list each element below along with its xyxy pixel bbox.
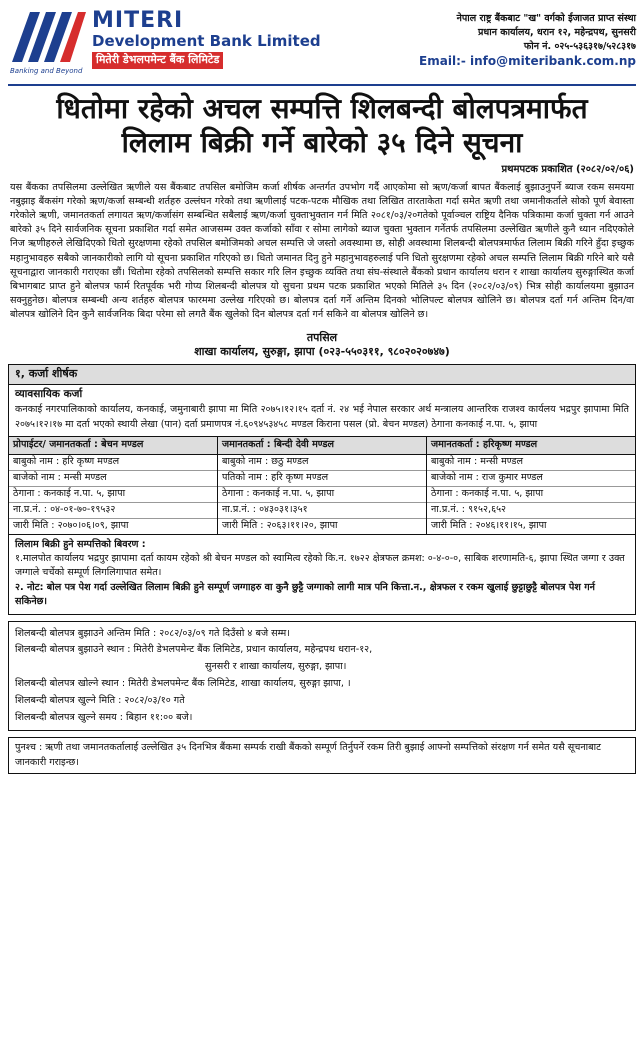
license-text: नेपाल राष्ट्र बैंकबाट "ख" वर्गको ईजाजत प्राप्त संस्था bbox=[456, 13, 636, 24]
opening-date: शिलबन्दी बोलपत्र खुल्ने मिति : २०८२/०३/१० गते bbox=[15, 694, 185, 706]
party-column bbox=[218, 437, 427, 534]
tender-dates-box bbox=[8, 621, 636, 732]
logo-tagline: Banking and Beyond bbox=[10, 66, 83, 75]
party-row: ना.प्र.नं. : ०४३०३१।३५१ bbox=[218, 503, 426, 519]
notice-title bbox=[8, 86, 636, 161]
property-heading: लिलाम बिक्री हुने सम्पत्तिको बिवरण : bbox=[15, 538, 146, 550]
email-address[interactable]: Email:- info@miteribank.com.np bbox=[419, 54, 636, 69]
loan-description: कनकाई नगरपालिकाको कार्यालय, कनकाई, जमुनाबारी झापा मा मिति २०७५।१२।१५ दर्ता नं. २४ भई नेपाल सरकार अर्थ मन्त्रालय आन्तरिक राजश्व कार्यलय भद्रपुर झापामा मिति २०७५।१२।१७ मा दर्ता भएको स्थायी लेखा (पान) दर्ता प्रमाणपत्र नं.६०९४५३४५८ मण्डल किराना पसल (प्रो. बेचन मण्डल) ठेगाना कनकाई न.पा. ५, झापा bbox=[15, 404, 629, 430]
loan-details-box bbox=[8, 364, 636, 614]
property-description: १.मालपोत कार्यालय भद्रपुर झापामा दर्ता कायम रहेको श्री बेचन मण्डल को स्वामित्व रहेको कि.न. १७२२ क्षेत्रफल क्रमश: ०-४-०-०, साबिक शरणामति-६, झापा स्थित जग्गा र उक्त जग्गाले चर्चेको सम्पूर्ण लिगलिगापात समेत। bbox=[15, 553, 625, 579]
contact-info bbox=[419, 6, 636, 84]
party-row: बाबुको नाम : मन्सी मण्डल bbox=[427, 455, 635, 471]
party-row: ठेगाना : कनकाई न.पा. ५, झापा bbox=[427, 487, 635, 503]
brand bbox=[8, 6, 321, 84]
title-line-1: धितोमा रहेको अचल सम्पत्ति शिलबन्दी बोलपत्रमार्फत bbox=[56, 92, 588, 125]
party-row: जारी मिति : २०७०।०६।०९, झापा bbox=[13, 519, 129, 531]
party-row: जारी मिति : २०६३।११।२०, झापा bbox=[222, 519, 338, 531]
party-row: ना.प्र.नं. : ०४-०१-७०-१९५३२ bbox=[9, 503, 217, 519]
title-line-2: लिलाम बिक्री गर्ने बारेको ३५ दिने सूचना bbox=[121, 125, 523, 159]
party-table bbox=[9, 436, 635, 534]
branch-office: शाखा कार्यालय, सुरुङ्गा, झापा (०२३-५५०३११, ९८०२०२०७४७) bbox=[194, 345, 450, 359]
party-head: जमानतकर्ता : हरिकृष्ण मण्डल bbox=[427, 437, 635, 455]
submission-place: शिलबन्दी बोलपत्र बुझाउने स्थान : मितेरी डेभलपमेन्ट बैंक लिमिटेड, प्रधान कार्यालय, महेन्द्रपथ धरान-१२, bbox=[15, 644, 373, 656]
party-row: बाबुको नाम : हरि कृष्ण मण्डल bbox=[9, 455, 217, 471]
bank-logo bbox=[8, 6, 88, 78]
notice-body: यस बैंकका तपसिलमा उल्लेखित ऋणीले यस बैंकबाट तपसिल बमोजिम कर्जा शीर्षक अन्तर्गत उपभोग गर्दै आएकोमा सो ऋण/कर्जा बापत बैंकलाई बुझाउनुपर्ने ब्याज रकम समयमा नबुझाइ बैंकसंग गरेको ऋण/कर्जा सम्बन्धी शर्तहरु उल्लंघन गरेको तथा ऋणीलाई पटक-पटक मौखिक तथा लिखित तारताकेता गर्दा समेत ऋणी तथा जमानीकर्ताले सोको पूर्ण बेवास्ता गरेकोले ऋणी, जमानतकर्ता लगायत ऋण/कर्जासंग सम्बन्धित सबैलाई ऋण/कर्जा चुक्ताभुक्तान गर्न मिति २०८१/०३/२०गतेको पूर्वाञ्चल राष्ट्रिय दैनिक पत्रिकामा कर्जा चुक्ता गर्न आउने बारेको ३५ दिने सार्वजनिक सूचना प्रकाशित गर्दा समेत आजसम्म उक्त कर्जाको साँवा र सोमा लागेको ब्याज चुक्ता भुक्तान गर्नेतर्फ तपसिलमा उल्लेखित ऋणीले कुनै ध्यान नदिएकोले निज ऋणीहरुले लेखिदिएको धितो सुरक्षणमा रहेको तपसिल बमोजिमको अचल सम्पत्ति जे जस्तो अवस्थामा छ, सोही अवस्थामा शिलबन्दी बोलपत्रमार्फत लिलाम बिक्री गरिने हुँदा इच्छुक महानुभावहरु सबैको जानकारीको लागि यो सूचना प्रकाशित गरिएको छ। धितो जमानत दिनु हुने महानुभावहरुलाई पनि धितो सुरक्षणमा रहेको अचल सम्पत्ति लिलाम बिक्री गरिने बारे यसै सूचनाद्वारा जानकारी गराएका छौं। धितोमा रहेको तपसिलको सम्पत्ति सकार गरि लिन इच्छुक व्यक्ति तथा संघ-संस्थाले बैंकको प्रधान कार्यालय धरान र शाखा कार्यालय सुरुङ्गास्थित कर्जा बिभागबाट प्राप्त हुने बोलपत्र फार्म रितपूर्वक भरी गोप्य शिलबन्दी बोलपत्र यो सुचना प्रथम पटक प्रकाशित भएको मितिले ३५ दिन (२०८२/०३/०९) भित्र सोही कार्यालयमा बुझाउन सक्नुहुनेछ। बोलपत्र सम्बन्धी अन्य शर्तहरु बोलपत्र फारममा उल्लेख गरिएको छ। बोलपत्र दर्ता गर्ने अन्तिम दिनको भोलिपल्ट बोलपत्र खोलिने छ। बोलपत्र दर्ता गर्न अन्तिम दिन/वा बोलपत्र खोलिने दिन कुनै सार्वजनिक बिदा परेमा सो लगतै बैंक खुलेको दिन बोलपत्र दर्ता गर्न सकिने वा बोलपत्र खोलिने छ। bbox=[10, 181, 634, 321]
brand-nepali-name: मितेरी डेभलपमेन्ट बैंक लिमिटेड bbox=[92, 52, 223, 69]
party-row: ना.प्र.नं. : ९१५२,६५२ bbox=[427, 503, 635, 519]
brand-subtitle: Development Bank Limited bbox=[92, 32, 321, 50]
loan-heading: १, कर्जा शीर्षक bbox=[9, 365, 635, 385]
first-publication-date: प्रथमपटक प्रकाशित (२०८२/०२/०६) bbox=[501, 164, 634, 176]
party-row: ठेगाना : कनकाई न.पा. ५, झापा bbox=[9, 487, 217, 503]
phone-number: फोन नं. ०२५-५३६३१७/५२८३१७ bbox=[523, 40, 636, 52]
postscript: पुनश्च : ऋणी तथा जमानतकर्तालाई उल्लेखित ३५ दिनभित्र बैंकमा सम्पर्क राखी बैंकको सम्पूर्ण तिर्नुपर्ने रकम तिरी बुझाई आफ्नो सम्पत्तिको संरक्षण गर्न समेत यसै सूचनाबाट जानकारी गराइन्छ। bbox=[8, 737, 636, 774]
party-row: ठेगाना : कनकाई न.पा. ५, झापा bbox=[218, 487, 426, 503]
property-note: २. नोट: बोल पत्र पेश गर्दा उल्लेखित लिलाम बिक्री हुने सम्पूर्ण जग्गाहरु वा कुनै छुट्टै जग्गाको लागी मात्र पनि कित्ता.न., क्षेत्रफल र रकम खुलाई छुट्टाछुट्टै बोलपत्र पेश गर्न सकिनेछ। bbox=[15, 581, 595, 608]
party-row: बाबुको नाम : छठु मण्डल bbox=[218, 455, 426, 471]
property-details bbox=[9, 534, 635, 614]
party-column bbox=[427, 437, 635, 534]
opening-time: शिलबन्दी बोलपत्र खुल्ने समय : बिहान ११:०० बजे। bbox=[15, 711, 193, 723]
submission-place-cont: सुनसरी र शाखा कार्यालय, सुरुङ्गा, झापा। bbox=[205, 661, 347, 673]
office-address: प्रधान कार्यालय, धरान १२, महेन्द्रपथ, सुनसरी bbox=[478, 26, 636, 38]
party-row: बाजेको नाम : राज कुमार मण्डल bbox=[427, 471, 635, 487]
party-row: बाजेको नाम : मन्सी मण्डल bbox=[9, 471, 217, 487]
party-column bbox=[9, 437, 218, 534]
party-head: प्रोपाईटर/ जमानतकर्ता : बेचन मण्डल bbox=[9, 437, 217, 455]
brand-name: MITERI bbox=[92, 8, 184, 33]
schedule-title: तपसिल bbox=[306, 330, 338, 344]
party-head: जमानतकर्ता : बिन्दी देवी मण्डल bbox=[218, 437, 426, 455]
opening-place: शिलबन्दी बोलपत्र खोल्ने स्थान : मितेरी डेभलपमेन्ट बैंक लिमिटेड, शाखा कार्यालय, सुरुङ्गा झापा, । bbox=[15, 677, 351, 689]
party-row: जारी मिति : २०४६।११।१५, झापा bbox=[431, 519, 547, 531]
loan-type: व्यावसायिक कर्जा bbox=[15, 388, 83, 401]
submission-deadline: शिलबन्दी बोलपत्र बुझाउने अन्तिम मिति : २०८२/०३/०९ गते दिउँसो ४ बजे सम्म। bbox=[15, 627, 290, 639]
header bbox=[8, 6, 636, 86]
party-row: पतिको नाम : हरि कृष्ण मण्डल bbox=[218, 471, 426, 487]
